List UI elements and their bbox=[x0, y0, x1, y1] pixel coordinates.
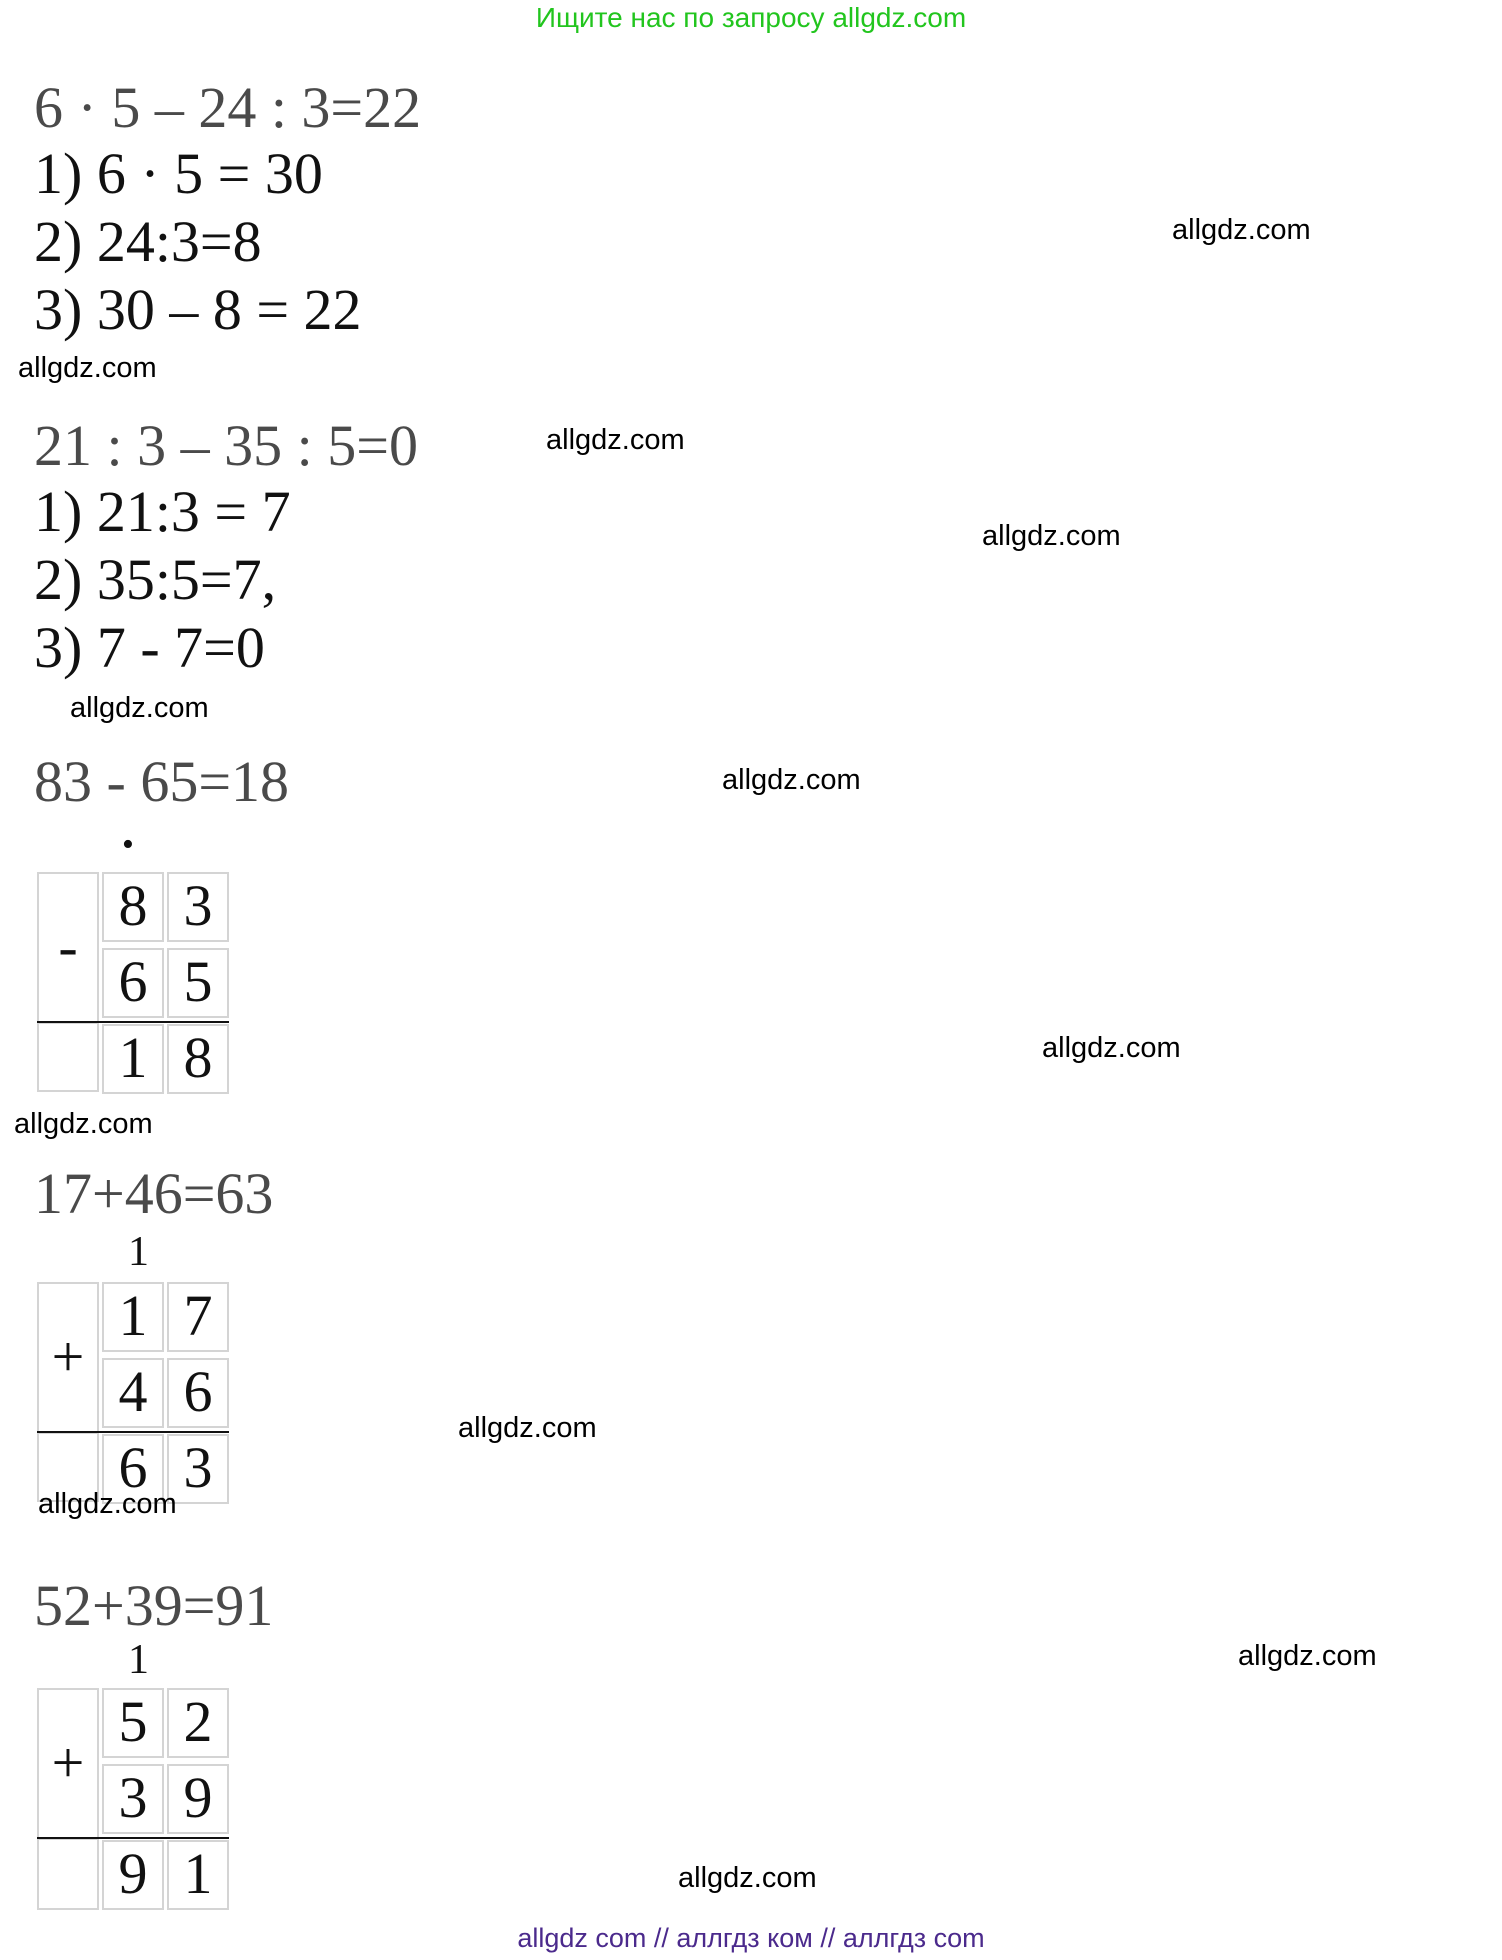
digit-cell: 5 bbox=[102, 1688, 164, 1758]
minus-operator: - bbox=[37, 872, 99, 1022]
problem-2-step-1: 1) 21:3 = 7 bbox=[34, 479, 291, 544]
problem-5-equation: 52+39=91 bbox=[34, 1573, 274, 1638]
watermark: allgdz.com bbox=[14, 1108, 153, 1140]
result-rule bbox=[37, 1021, 229, 1023]
digit-cell: 9 bbox=[167, 1764, 229, 1834]
digit-cell: 4 bbox=[102, 1358, 164, 1428]
digit-cell: 6 bbox=[102, 948, 164, 1018]
problem-1-step-2: 2) 24:3=8 bbox=[34, 209, 262, 274]
digit-cell: 2 bbox=[167, 1688, 229, 1758]
result-digit-cell: 6 bbox=[102, 1434, 164, 1504]
watermark: allgdz.com bbox=[1042, 1032, 1181, 1064]
digit-cell: 8 bbox=[102, 872, 164, 942]
footer-links[interactable]: allgdz com // аллгдз ком // аллгдз com bbox=[517, 1923, 985, 1953]
problem-3-equation: 83 - 65=18 bbox=[34, 749, 290, 814]
empty-cell bbox=[37, 1022, 99, 1092]
plus-operator: + bbox=[37, 1688, 99, 1838]
digit-cell: 3 bbox=[167, 872, 229, 942]
problem-1-step-3: 3) 30 – 8 = 22 bbox=[34, 277, 362, 342]
watermark: allgdz.com bbox=[1238, 1640, 1377, 1672]
empty-cell bbox=[37, 1838, 99, 1910]
problem-2-equation: 21 : 3 – 35 : 5=0 bbox=[34, 413, 418, 478]
digit-cell: 5 bbox=[167, 948, 229, 1018]
problem-1-equation: 6 · 5 – 24 : 3=22 bbox=[34, 75, 422, 140]
watermark: allgdz.com bbox=[18, 352, 157, 384]
result-digit-cell: 9 bbox=[102, 1840, 164, 1910]
result-digit-cell: 1 bbox=[102, 1024, 164, 1094]
watermark: allgdz.com bbox=[546, 424, 685, 456]
carry-digit: 1 bbox=[128, 1229, 149, 1275]
digit-cell: 1 bbox=[102, 1282, 164, 1352]
problem-1-step-1: 1) 6 · 5 = 30 bbox=[34, 141, 323, 206]
problem-2-step-2: 2) 35:5=7, bbox=[34, 547, 277, 612]
digit-cell: 3 bbox=[102, 1764, 164, 1834]
result-rule bbox=[37, 1837, 229, 1839]
problem-4-equation: 17+46=63 bbox=[34, 1161, 274, 1226]
borrow-marker: • bbox=[122, 826, 134, 863]
digit-cell: 6 bbox=[167, 1358, 229, 1428]
watermark: allgdz.com bbox=[722, 764, 861, 796]
carry-digit: 1 bbox=[128, 1637, 149, 1683]
result-digit-cell: 8 bbox=[167, 1024, 229, 1094]
watermark: allgdz.com bbox=[70, 692, 209, 724]
plus-operator: + bbox=[37, 1282, 99, 1432]
watermark: allgdz.com bbox=[1172, 214, 1311, 246]
watermark: allgdz.com bbox=[38, 1488, 177, 1520]
watermark: allgdz.com bbox=[678, 1862, 817, 1894]
watermark: allgdz.com bbox=[458, 1412, 597, 1444]
problem-2-step-3: 3) 7 - 7=0 bbox=[34, 615, 265, 680]
result-digit-cell: 3 bbox=[167, 1434, 229, 1504]
result-digit-cell: 1 bbox=[167, 1840, 229, 1910]
digit-cell: 7 bbox=[167, 1282, 229, 1352]
top-banner[interactable]: Ищите нас по запросу allgdz.com bbox=[535, 2, 967, 33]
result-rule bbox=[37, 1431, 229, 1433]
watermark: allgdz.com bbox=[982, 520, 1121, 552]
